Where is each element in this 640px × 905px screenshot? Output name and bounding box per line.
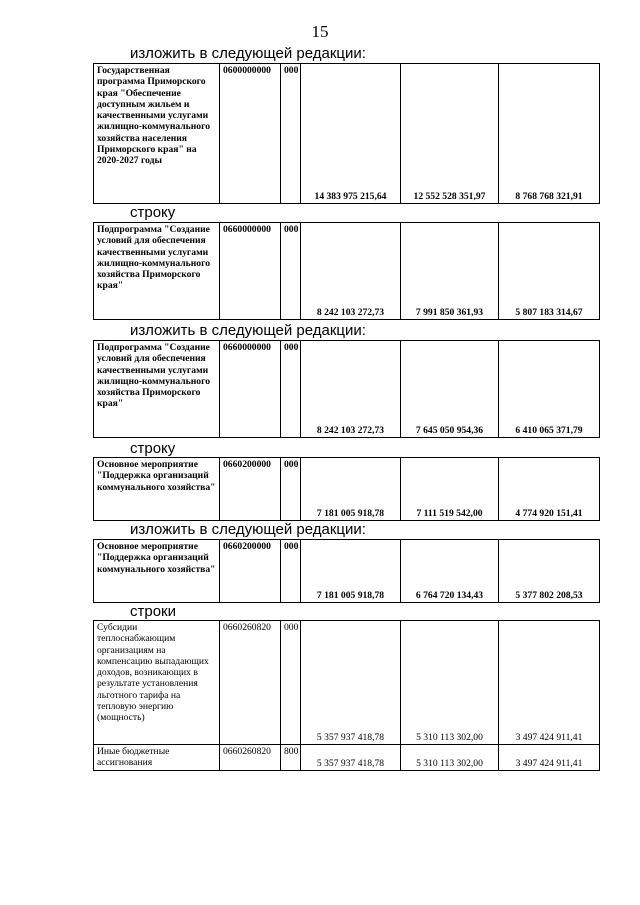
row-value-2: 12 552 528 351,97 (401, 64, 499, 204)
row-value-2: 5 310 113 302,00 (401, 621, 499, 745)
table-row (94, 621, 600, 745)
row-value-1: 8 242 103 272,73 (301, 341, 401, 438)
block-heading: строку (130, 440, 176, 457)
row-value-3: 5 807 183 314,67 (499, 223, 600, 320)
table-block (93, 620, 600, 771)
table-row (94, 540, 600, 603)
table-row (94, 458, 600, 521)
table-block (93, 222, 600, 320)
block-heading: изложить в следующей редакции: (130, 322, 366, 339)
table-row (94, 223, 600, 320)
row-value-1: 7 181 005 918,78 (301, 540, 401, 603)
row-name: Подпрограмма "Создание условий для обеспечения качественными услугами жилищно-коммунального хозяйства Приморского края" (94, 223, 220, 320)
row-value-3: 5 377 802 208,53 (499, 540, 600, 603)
table-block (93, 340, 600, 438)
row-value-1: 8 242 103 272,73 (301, 223, 401, 320)
block-heading: изложить в следующей редакции: (130, 45, 366, 62)
row-value-2: 7 991 850 361,93 (401, 223, 499, 320)
row-name: Иные бюджетные ассигнования (94, 745, 220, 771)
row-value-2: 7 111 519 542,00 (401, 458, 499, 521)
row-code: 0660000000 (220, 341, 281, 438)
row-kind: 000 (281, 540, 301, 603)
row-code: 0660000000 (220, 223, 281, 320)
row-code: 0660200000 (220, 540, 281, 603)
row-kind: 800 (281, 745, 301, 771)
block-heading: строки (130, 603, 176, 620)
row-kind: 000 (281, 64, 301, 204)
table-row (94, 64, 600, 204)
row-code: 0660260820 (220, 745, 281, 771)
row-kind: 000 (281, 223, 301, 320)
table-row (94, 341, 600, 438)
row-value-1: 5 357 937 418,78 (301, 621, 401, 745)
row-value-3: 8 768 768 321,91 (499, 64, 600, 204)
row-value-1: 5 357 937 418,78 (301, 745, 401, 771)
row-value-3: 6 410 065 371,79 (499, 341, 600, 438)
row-value-1: 14 383 975 215,64 (301, 64, 401, 204)
row-value-2: 6 764 720 134,43 (401, 540, 499, 603)
row-code: 0660200000 (220, 458, 281, 521)
table-block (93, 63, 600, 204)
row-code: 0660260820 (220, 621, 281, 745)
row-name: Основное мероприятие "Поддержка организаций коммунального хозяйства" (94, 540, 220, 603)
block-heading: изложить в следующей редакции: (130, 521, 366, 538)
row-value-2: 7 645 050 954,36 (401, 341, 499, 438)
table-block (93, 457, 600, 521)
row-value-3: 3 497 424 911,41 (499, 621, 600, 745)
row-kind: 000 (281, 341, 301, 438)
table-block (93, 539, 600, 603)
row-value-1: 7 181 005 918,78 (301, 458, 401, 521)
row-name: Субсидии теплоснабжающим организациям на компенсацию выпадающих доходов, возникающих в результате установления льготного тарифа на тепловую энергию (мощность) (94, 621, 220, 745)
row-value-3: 3 497 424 911,41 (499, 745, 600, 771)
table-row (94, 745, 600, 771)
page-number: 15 (311, 22, 329, 41)
block-heading: строку (130, 204, 176, 221)
row-kind: 000 (281, 621, 301, 745)
row-name: Государственная программа Приморского края "Обеспечение доступным жильем и качественными услугами жилищно-коммунального хозяйства населения Приморского края" на 2020-2027 годы (94, 64, 220, 204)
row-code: 0600000000 (220, 64, 281, 204)
row-kind: 000 (281, 458, 301, 521)
row-value-2: 5 310 113 302,00 (401, 745, 499, 771)
row-name: Подпрограмма "Создание условий для обеспечения качественными услугами жилищно-коммунального хозяйства Приморского края" (94, 341, 220, 438)
row-name: Основное мероприятие "Поддержка организаций коммунального хозяйства" (94, 458, 220, 521)
row-value-3: 4 774 920 151,41 (499, 458, 600, 521)
